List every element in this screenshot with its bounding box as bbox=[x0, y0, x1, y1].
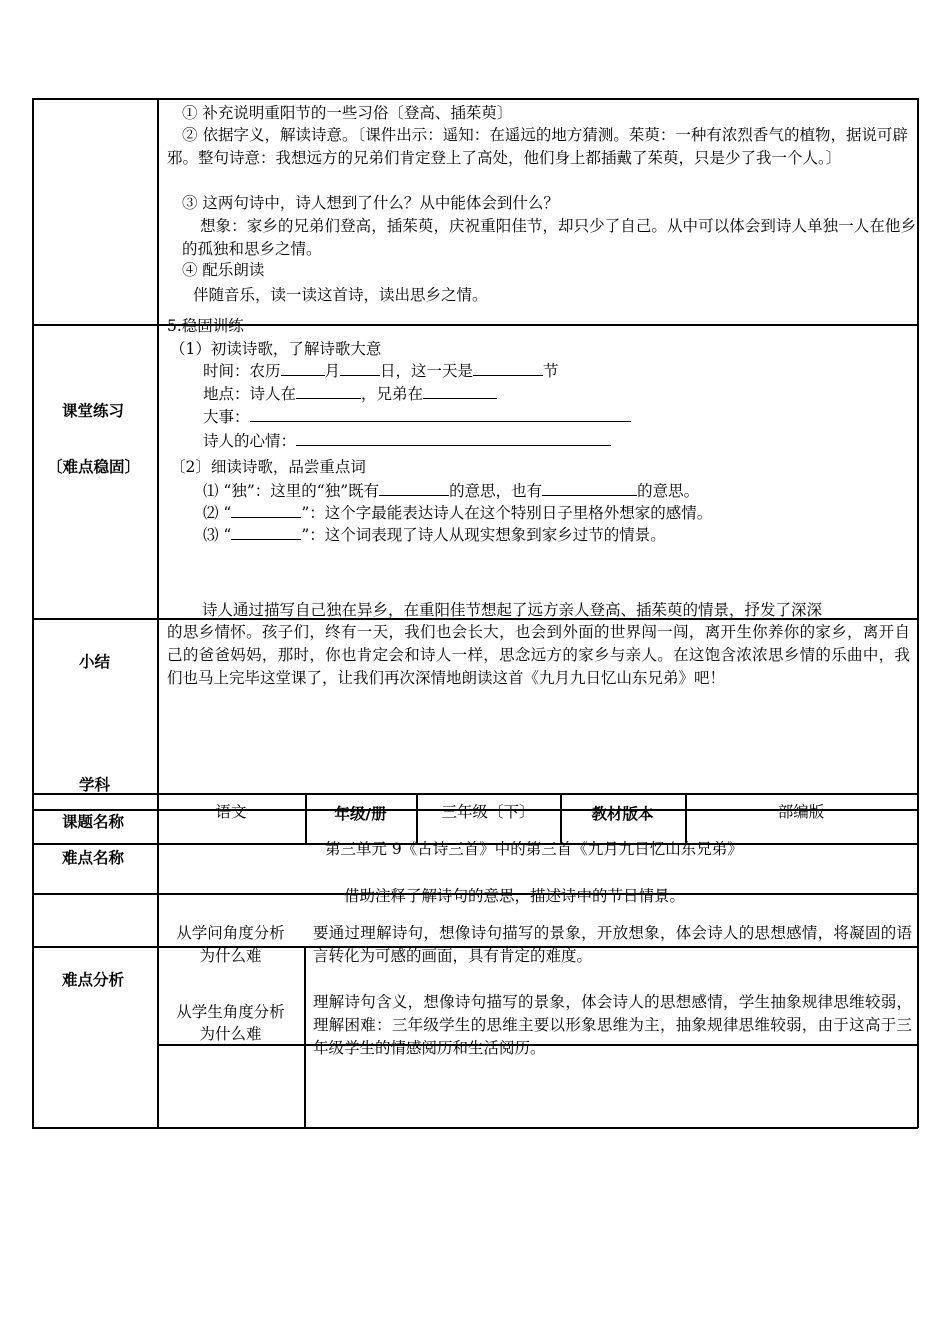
poem-interpretation: ② 依据字义，解读诗意。〔课件出示：遥知：在遥远的地方猜测。茱萸：一种有浓烈香气的植物，据说可辟邪。整句诗意：我想远方的兄弟们肯定登上了高处，他们身上都插戴了茱萸，只是少了我一个人。〕 bbox=[167, 126, 908, 167]
knowledge-angle-label: 从学问角度分析 为什么难 bbox=[176, 924, 285, 965]
table-line bbox=[32, 1127, 918, 1129]
q2-title: 〔2〕细读诗歌，品尝重点词 bbox=[170, 458, 366, 476]
table-line bbox=[32, 98, 34, 1128]
event-blank[interactable] bbox=[250, 406, 631, 422]
custom-note: ① 补充说明重阳节的一些习俗〔登高、插茱萸〕 bbox=[182, 104, 513, 122]
edition-value: 部编版 bbox=[777, 803, 825, 821]
difficulty-label: 难点名称 bbox=[62, 849, 125, 867]
summary-text: 的思乡情怀。孩子们，终有一天，我们也会长大，也会到外面的世界闯一闯，离开生你养你的家乡，离开自己的爸爸妈妈，那时，你也肯定会和诗人一样，思念远方的家乡与亲人。在这饱含浓浓思乡情的乐曲中，我们也马上完毕这堂课了，让我们再次深情地朗读这首《九月九日忆山东兄弟》吧！ bbox=[167, 623, 910, 687]
brothers-place-blank[interactable] bbox=[423, 383, 497, 399]
day-blank[interactable] bbox=[340, 360, 380, 376]
knowledge-angle-text: 要通过理解诗句，想像诗句描写的景象，开放想象，体会诗人的思想感情，将凝固的语言转化为可感的画面，具有肯定的难度。 bbox=[313, 924, 912, 965]
edition-label: 教材版本 bbox=[591, 805, 654, 823]
place-line: 地点：诗人在 ，兄弟在 bbox=[203, 383, 497, 405]
table-line bbox=[304, 946, 306, 1128]
student-angle-label: 从学生角度分析 为什么难 bbox=[176, 1003, 285, 1043]
topic-value: 第三单元 9《古诗三首》中的第三首《九月九日忆山东兄弟》 bbox=[325, 840, 743, 858]
q2-item-3: ⑶ “ ”：这个词表现了诗人从现实想象到家乡过节的情景。 bbox=[203, 526, 666, 544]
practice-sublabel: 〔难点稳固〕 bbox=[47, 458, 141, 476]
poet-place-blank[interactable] bbox=[296, 383, 361, 399]
table-line bbox=[32, 98, 918, 100]
question-3: ③ 这两句诗中，诗人想到了什么？从中能体会到什么？ bbox=[182, 194, 559, 212]
q1-title: （1）初读诗歌，了解诗歌大意 bbox=[170, 340, 382, 358]
difficulty-value: 借助注释了解诗句的意思，描述诗中的节日情景。 bbox=[344, 887, 686, 905]
festival-blank[interactable] bbox=[473, 360, 543, 376]
meaning-blank-2[interactable] bbox=[542, 480, 637, 496]
subject-label: 学科 bbox=[79, 776, 111, 794]
q2-item-1: ⑴ “独”：这里的“独”既有 的意思，也有 的意思。 bbox=[203, 482, 700, 500]
table-line bbox=[157, 98, 159, 1128]
topic-label: 课题名称 bbox=[62, 813, 125, 831]
table-line bbox=[32, 793, 918, 795]
month-blank[interactable] bbox=[281, 360, 325, 376]
answer-3: 想象：家乡的兄弟们登高，插茱萸，庆祝重阳佳节，却只少了自己。从中可以体会到诗人单独一人在他乡的孤独和思乡之情。 bbox=[182, 217, 916, 258]
meaning-blank-1[interactable] bbox=[379, 480, 449, 496]
music-reading: ④ 配乐朗读 bbox=[182, 261, 265, 279]
analysis-label: 难点分析 bbox=[62, 971, 125, 989]
practice-heading: 5.稳固训练 bbox=[167, 317, 244, 335]
summary-first-line: 诗人通过描写自己独在异乡，在重阳佳节想起了远方亲人登高、插茱萸的情景，抒发了深深 bbox=[202, 601, 823, 619]
summary-label: 小结 bbox=[79, 653, 111, 671]
event-line: 大事： bbox=[203, 406, 631, 428]
student-angle-text: 理解诗句含义，想像诗句描写的景象，体会诗人的思想感情，学生抽象规律思维较弱，理解困难：三年级学生的思维主要以形象思维为主，抽象规律思维较弱，由于这高于三年级学生的情感阅历和生活阅历。 bbox=[313, 993, 912, 1057]
q2-item-2: ⑵ “ ”：这个字最能表达诗人在这个特别日子里格外想家的感情。 bbox=[203, 504, 713, 522]
mood-line: 诗人的心情： bbox=[203, 430, 611, 452]
table-line bbox=[32, 324, 918, 326]
word-blank-2[interactable] bbox=[231, 502, 301, 518]
table-line bbox=[917, 98, 919, 1128]
practice-label: 课堂练习 bbox=[62, 402, 125, 420]
grade-label: 年级/册 bbox=[334, 805, 387, 823]
mood-blank[interactable] bbox=[296, 430, 611, 446]
subject-value: 语文 bbox=[215, 803, 247, 821]
music-reading-desc: 伴随音乐，读一读这首诗，读出思乡之情。 bbox=[193, 286, 488, 304]
time-line: 时间：农历 月 日，这一天是 节 bbox=[203, 362, 559, 380]
word-blank-3[interactable] bbox=[231, 524, 301, 540]
grade-value: 三年级〔下〕 bbox=[441, 803, 535, 821]
